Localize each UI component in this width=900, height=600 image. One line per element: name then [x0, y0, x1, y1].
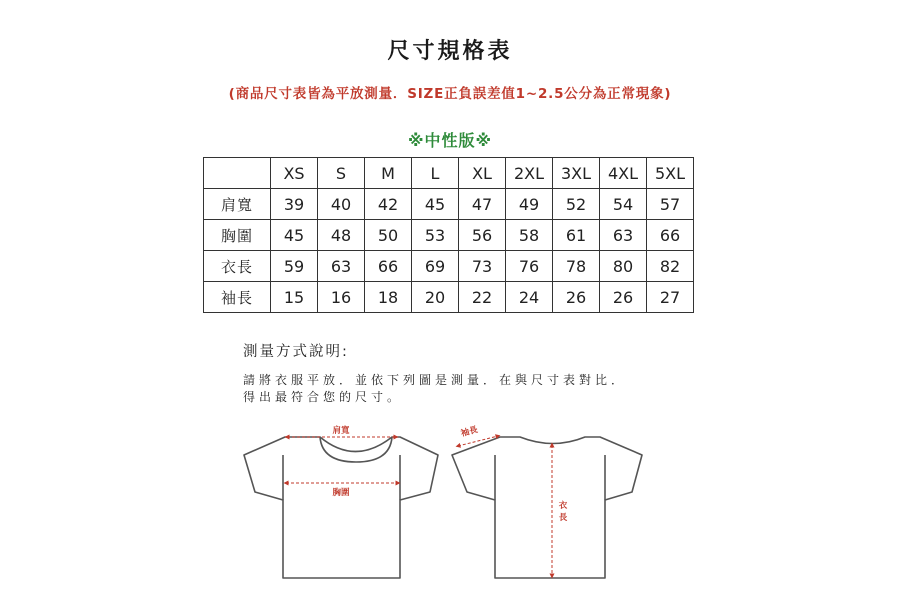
- page-title: 尺寸規格表: [387, 39, 513, 64]
- size-header: 3XL: [553, 158, 600, 189]
- table-cell: 40: [318, 189, 365, 220]
- row-label: 胸圍: [204, 220, 271, 251]
- table-cell: 26: [553, 282, 600, 313]
- table-cell: 45: [271, 220, 318, 251]
- table-cell: 27: [647, 282, 694, 313]
- length-label-1: 衣: [558, 501, 568, 511]
- table-cell: 54: [600, 189, 647, 220]
- table-cell: 20: [412, 282, 459, 313]
- tshirt-back-icon: [452, 437, 642, 578]
- table-cell: 24: [506, 282, 553, 313]
- chest-width-marker: [286, 483, 398, 498]
- table-cell: 63: [318, 251, 365, 282]
- size-header: L: [412, 158, 459, 189]
- table-cell: 53: [412, 220, 459, 251]
- table-cell: 82: [647, 251, 694, 282]
- measurement-guide-line: 得出最符合您的尺寸。: [243, 390, 404, 404]
- section-title: ※中性版※: [407, 131, 493, 150]
- size-header: M: [365, 158, 412, 189]
- body-length-marker: [552, 445, 568, 576]
- tshirt-front-icon: [244, 437, 438, 578]
- shoulder-label: 肩寬: [332, 426, 350, 436]
- table-cell: 57: [647, 189, 694, 220]
- table-cell: 16: [318, 282, 365, 313]
- table-cell: 45: [412, 189, 459, 220]
- table-cell: 78: [553, 251, 600, 282]
- table-cell: 56: [459, 220, 506, 251]
- table-cell: 73: [459, 251, 506, 282]
- size-header: 2XL: [506, 158, 553, 189]
- size-header: XS: [271, 158, 318, 189]
- table-cell: 58: [506, 220, 553, 251]
- measurement-guide-line: 請將衣服平放．並依下列圖是測量．在與尺寸表對比．: [243, 373, 628, 387]
- shoulder-width-marker: [287, 425, 396, 437]
- chest-label: 胸圍: [332, 488, 350, 498]
- table-cell: 61: [553, 220, 600, 251]
- size-disclaimer: (商品尺寸表皆為平放測量．SIZE正負誤差值1~2.5公分為正常現象): [228, 86, 672, 102]
- table-cell: 42: [365, 189, 412, 220]
- table-cell: 22: [459, 282, 506, 313]
- size-header: 5XL: [647, 158, 694, 189]
- table-cell: 47: [459, 189, 506, 220]
- row-label: 袖長: [204, 282, 271, 313]
- table-cell: 80: [600, 251, 647, 282]
- table-cell: 26: [600, 282, 647, 313]
- table-cell: 66: [647, 220, 694, 251]
- row-label: 肩寬: [204, 189, 271, 220]
- table-cell: 69: [412, 251, 459, 282]
- sleeve-label: 袖長: [459, 425, 479, 440]
- table-cell: 66: [365, 251, 412, 282]
- table-cell: 49: [506, 189, 553, 220]
- table-cell: 76: [506, 251, 553, 282]
- table-cell: 52: [553, 189, 600, 220]
- table-cell: 59: [271, 251, 318, 282]
- table-cell: 48: [318, 220, 365, 251]
- length-label-2: 長: [558, 513, 568, 523]
- size-header: S: [318, 158, 365, 189]
- size-header: 4XL: [600, 158, 647, 189]
- measurement-guide-title: 測量方式說明:: [243, 344, 349, 360]
- table-cell: 63: [600, 220, 647, 251]
- sleeve-length-marker: [458, 424, 498, 446]
- row-label: 衣長: [204, 251, 271, 282]
- table-cell: 15: [271, 282, 318, 313]
- table-cell: 50: [365, 220, 412, 251]
- size-header: XL: [459, 158, 506, 189]
- table-cell: 18: [365, 282, 412, 313]
- table-cell: 39: [271, 189, 318, 220]
